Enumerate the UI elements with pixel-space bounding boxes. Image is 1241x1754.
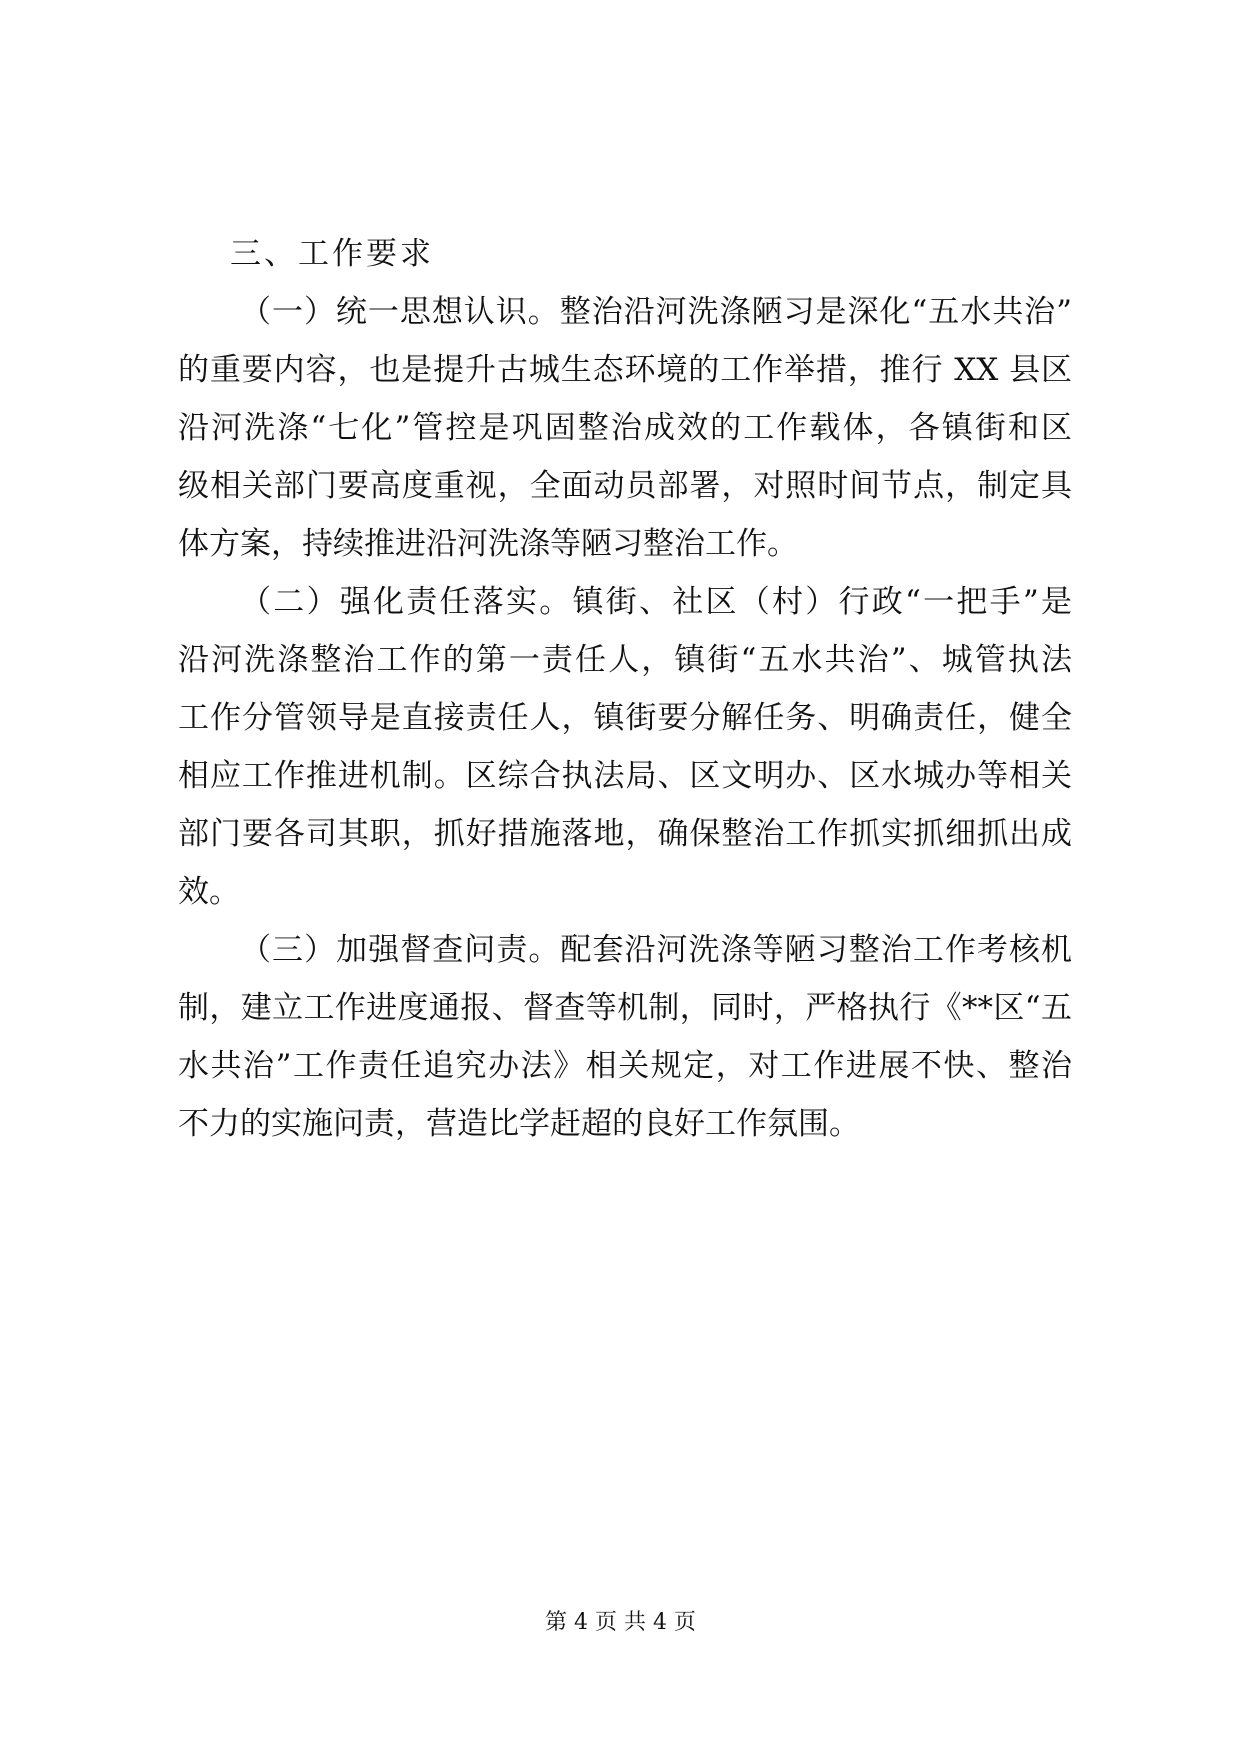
document-body [178,225,1072,1153]
paragraph-line: 水共治”工作责任追究办法》相关规定，对工作进展不快、整治 [178,1048,1072,1084]
page-footer: 第 4 页 共 4 页 [545,1610,696,1635]
section-heading: 三、工作要求 [230,236,434,272]
paragraph-line: 的重要内容，也是提升古城生态环境的工作举措，推行 XX 县区 [178,352,1072,388]
paragraph-line: 工作分管领导是直接责任人，镇街要分解任务、明确责任，健全 [178,700,1072,736]
paragraph-line: （三）加强督查问责。配套沿河洗涤等陋习整治工作考核机 [240,932,1072,968]
paragraph-line: 沿河洗涤“七化”管控是巩固整治成效的工作载体，各镇街和区 [178,410,1072,446]
paragraph-line: 效。 [178,874,240,910]
paragraph-3 [178,921,1072,1153]
paragraph-line: 制，建立工作进度通报、督查等机制，同时，严格执行《**区“五 [178,990,1072,1026]
paragraph-line: （二）强化责任落实。镇街、社区（村）行政“一把手”是 [240,584,1072,620]
paragraph-line: （一）统一思想认识。整治沿河洗涤陋习是深化“五水共治” [240,294,1072,330]
paragraph-line: 部门要各司其职，抓好措施落地，确保整治工作抓实抓细抓出成 [178,816,1072,852]
paragraph-line: 相应工作推进机制。区综合执法局、区文明办、区水城办等相关 [178,758,1072,794]
paragraph-line: 沿河洗涤整治工作的第一责任人，镇街“五水共治”、城管执法 [178,642,1072,678]
paragraph-line: 级相关部门要高度重视，全面动员部署，对照时间节点，制定具 [178,468,1072,504]
paragraph-line: 体方案，持续推进沿河洗涤等陋习整治工作。 [178,526,798,562]
paragraph-1 [178,283,1072,573]
paragraph-2 [178,573,1072,921]
paragraph-line: 不力的实施问责，营造比学赶超的良好工作氛围。 [178,1106,860,1142]
